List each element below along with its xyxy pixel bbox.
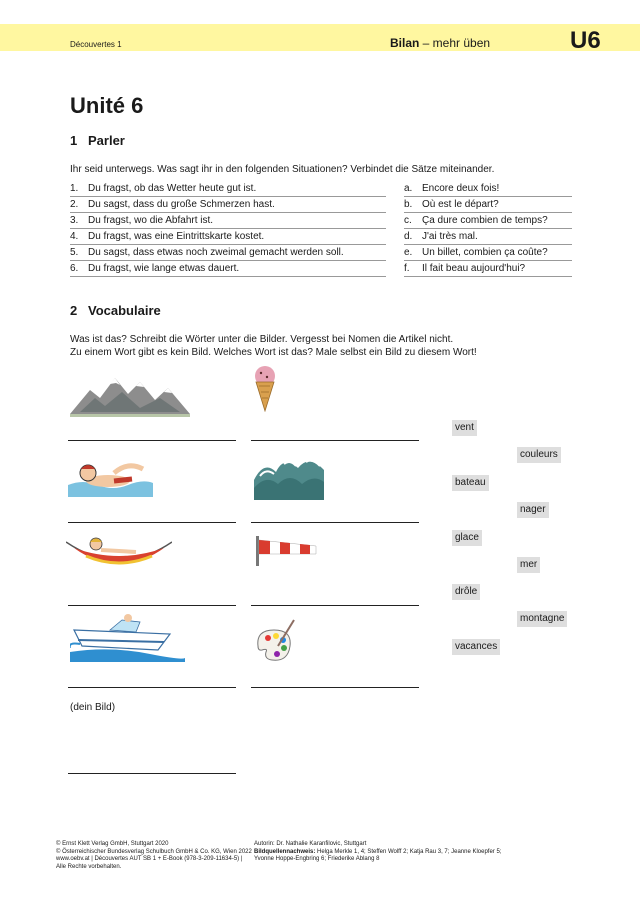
list-item: 2. Du sagst, dass du große Schmerzen hast. (70, 197, 386, 213)
unit-code: U6 (570, 27, 601, 54)
footer-credits-2: Yvonne Hoppe-Engbring 6; Friederike Ablang 8 (254, 856, 380, 862)
list-item: f. Il fait beau aujourd'hui? (404, 261, 572, 277)
word-tag: vacances (452, 639, 500, 655)
section2-instruction-2: Zu einem Wort gibt es kein Bild. Welches Wort ist das? Male selbst ein Bild zu diesem Wort! (70, 347, 477, 358)
header-series: Découvertes 1 (70, 40, 122, 49)
footer-credits-1: Helga Merkle 1, 4; Steffen Wolff 2; Katja Rau 3, 7; Jeanne Kloepfer 5; (315, 848, 502, 855)
word-tag: nager (517, 502, 549, 518)
section2-heading (70, 303, 161, 318)
section1-title: Parler (88, 133, 125, 148)
answer-line[interactable] (251, 522, 419, 523)
list-item: b. Où est le départ? (404, 197, 572, 213)
section1-instruction: Ihr seid unterwegs. Was sagt ihr in den folgenden Situationen? Verbindet die Sätze miteinander. (70, 164, 495, 175)
footer-author: Autorin: Dr. Nathalie Karanfilovic, Stuttgart (254, 841, 367, 847)
footer-credits (254, 841, 501, 864)
answer-line[interactable] (68, 687, 236, 688)
list-item: d. J'ai très mal. (404, 229, 572, 245)
list-item: a. Encore deux fois! (404, 181, 572, 197)
section2-title: Vocabulaire (88, 303, 161, 318)
palette-icon (254, 618, 296, 666)
own-picture-label: (dein Bild) (70, 702, 116, 713)
answer-line[interactable] (68, 440, 236, 441)
list-item: c. Ça dure combien de temps? (404, 213, 572, 229)
motorboat-icon (70, 612, 185, 662)
word-tag: montagne (517, 611, 567, 627)
answer-line[interactable] (68, 522, 236, 523)
word-tag: mer (517, 557, 540, 573)
header-title-bold: Bilan (390, 36, 420, 50)
word-tag: drôle (452, 584, 480, 600)
left-sentence-list (70, 181, 386, 277)
swimmer-icon (68, 455, 153, 497)
page-title: Unité 6 (70, 93, 144, 118)
section2-instruction-1: Was ist das? Schreibt die Wörter unter die Bilder. Vergesst bei Nomen die Artikel nicht. (70, 334, 454, 345)
own-picture-line[interactable] (68, 773, 236, 774)
list-item: 3. Du fragst, wo die Abfahrt ist. (70, 213, 386, 229)
list-item: 4. Du fragst, was eine Eintrittskarte kostet. (70, 229, 386, 245)
word-tag: vent (452, 420, 477, 436)
footer-copyright: © Ernst Klett Verlag GmbH, Stuttgart 2020 © Österreichischer Bundesverlag Schulbuch GmbH & Co. KG, Wien 2022 www.oebv.at | Découvertes AUT SB 1 + E-Book (978-3-209-11634-5) | Alle Rechte vorbehalten. (56, 841, 252, 870)
word-tag: bateau (452, 475, 489, 491)
section2-number: 2 (70, 303, 78, 318)
answer-line[interactable] (68, 605, 236, 606)
header-title-rest: – mehr üben (419, 36, 491, 50)
list-item: 1. Du fragst, ob das Wetter heute gut ist. (70, 181, 386, 197)
list-item: e. Un billet, combien ça coûte? (404, 245, 572, 261)
right-sentence-list (404, 181, 572, 277)
answer-line[interactable] (251, 687, 419, 688)
answer-line[interactable] (251, 605, 419, 606)
mountains-icon (70, 372, 190, 417)
waves-icon (254, 450, 324, 500)
windsock-icon (256, 536, 318, 566)
section1-heading (70, 133, 125, 148)
word-tag: couleurs (517, 447, 561, 463)
list-item: 5. Du sagst, dass etwas noch zweimal gemacht werden soll. (70, 245, 386, 261)
answer-line[interactable] (251, 440, 419, 441)
word-tag: glace (452, 530, 482, 546)
section1-number: 1 (70, 133, 78, 148)
footer-credits-label: Bildquellennachweis: (254, 848, 316, 855)
ice-cream-icon (252, 364, 278, 412)
hammock-icon (66, 534, 172, 574)
list-item: 6. Du fragst, wie lange etwas dauert. (70, 261, 386, 277)
header-title (390, 36, 490, 50)
